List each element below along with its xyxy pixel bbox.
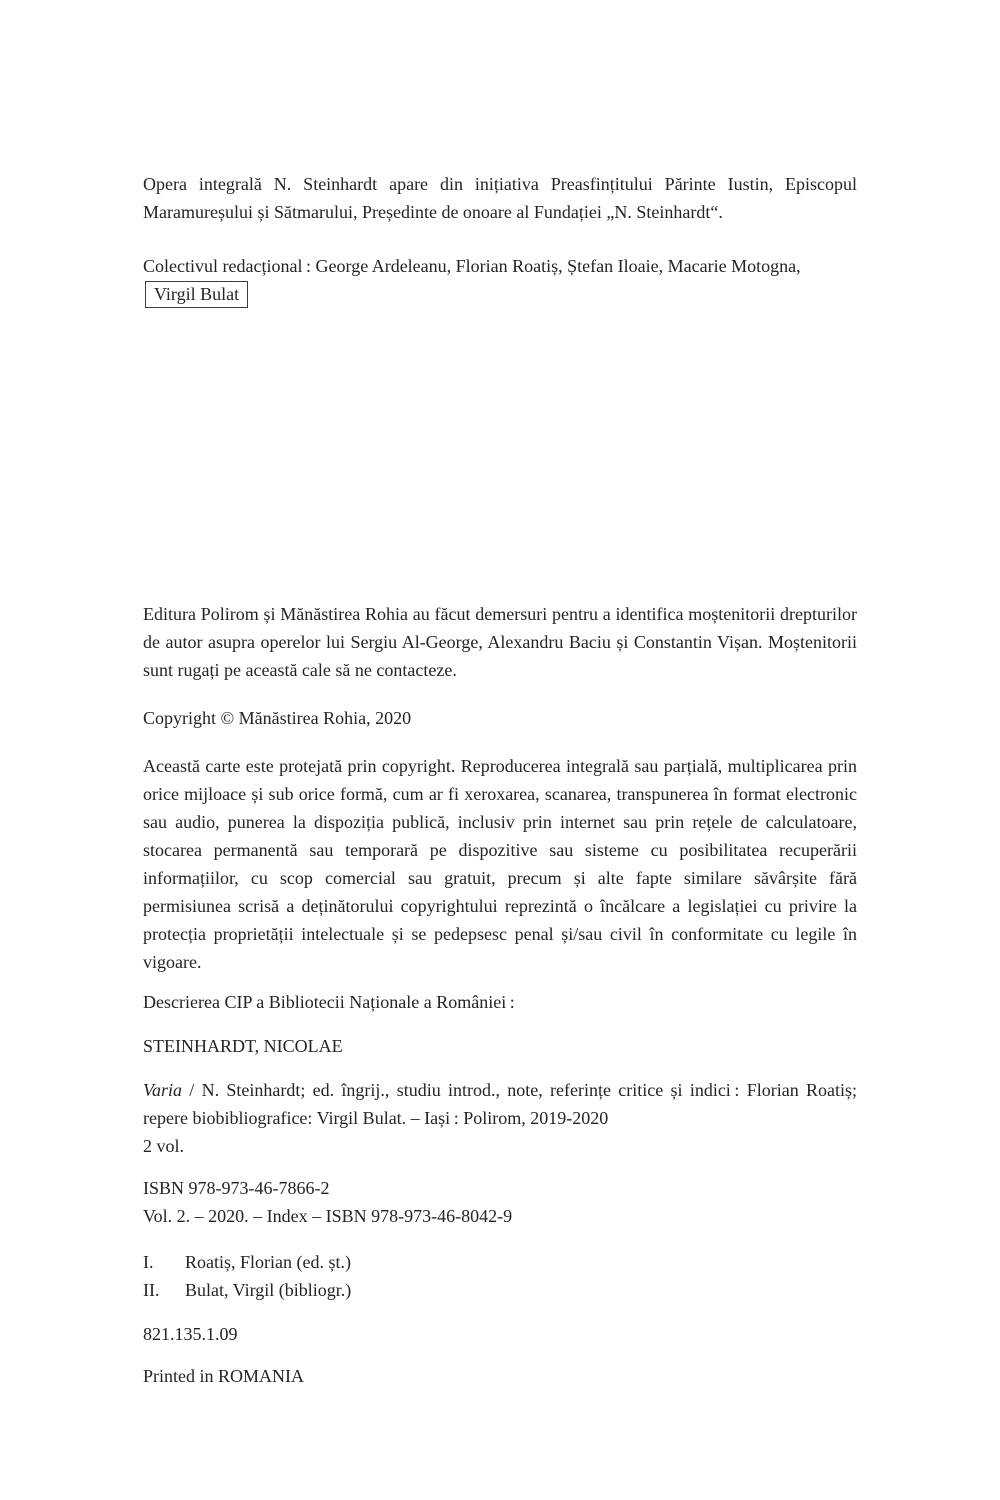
contributor-row <box>143 1276 857 1304</box>
cip-title-italic: Varia <box>143 1080 183 1100</box>
printed-in-line: Printed in ROMANIA <box>143 1366 304 1386</box>
isbn-vol2: Vol. 2. – 2020. – Index – ISBN 978-973-46-8042-9 <box>143 1206 513 1226</box>
contributor-numeral: I. <box>143 1252 154 1272</box>
contributor-numeral: II. <box>143 1280 160 1300</box>
deceased-name-box: Virgil Bulat <box>145 281 248 308</box>
contributor-row <box>143 1248 857 1276</box>
cip-volumes: 2 vol. <box>143 1136 185 1156</box>
udc-classification: 821.135.1.09 <box>143 1324 238 1344</box>
heirs-notice: Editura Polirom și Mănăstirea Rohia au făcut demersuri pentru a identifica moștenitorii drepturilor de autor asupra operelor lui Sergiu Al-George, Alexandru Baciu și Constantin Vișan. Moștenitorii sunt rugați pe această cale să ne contacteze. <box>143 604 857 680</box>
cip-description <box>143 1076 857 1160</box>
cip-author-heading: STEINHARDT, NICOLAE <box>143 1036 343 1056</box>
cip-description-text <box>143 1076 857 1132</box>
contributor-name: Roatiș, Florian (ed. șt.) <box>185 1252 351 1272</box>
isbn-set: ISBN 978-973-46-7866-2 <box>143 1178 330 1198</box>
cip-heading: Descrierea CIP a Bibliotecii Naționale a României : <box>143 992 515 1012</box>
contributor-name: Bulat, Virgil (bibliogr.) <box>185 1280 352 1300</box>
editorial-board <box>143 252 857 308</box>
isbn-block <box>143 1174 857 1230</box>
initiative-notice: Opera integrală N. Steinhardt apare din inițiativa Preasfințitului Părinte Iustin, Episcopul Maramureșului și Sătmarului, Președinte de onoare al Fundației „N. Steinhardt“. <box>143 174 857 222</box>
editorial-board-text: Colectivul redacțional : George Ardeleanu, Florian Roatiș, Ștefan Iloaie, Macarie Motogna, <box>143 256 801 276</box>
protection-notice: Această carte este protejată prin copyright. Reproducerea integrală sau parțială, multiplicarea prin orice mijloace și sub orice formă, cum ar fi xeroxarea, scanarea, transpunerea în format electronic sau audio, punerea la dispoziția publică, inclusiv prin internet sau prin rețele de calculatoare, stocarea permanentă sau temporară pe dispozitive sau sisteme cu posibilitatea recuperării informațiilor, cu scop comercial sau gratuit, precum și alte fapte similare săvârșite fără permisiunea scrisă a deținătorului copyrightului reprezintă o încălcare a legislației cu privire la protecția proprietății intelectuale și se pedepsesc penal și/sau civil în conformitate cu legile în vigoare. <box>143 756 857 972</box>
contributors-list <box>143 1248 857 1304</box>
cip-description-rest: / N. Steinhardt; ed. îngrij., studiu introd., note, referințe critice și indici : Florian Roatiș; repere biobibliografice: Virgil Bulat. – Iași : Polirom, 2019-2020 <box>143 1080 857 1128</box>
copyright-line: Copyright © Mănăstirea Rohia, 2020 <box>143 708 412 728</box>
